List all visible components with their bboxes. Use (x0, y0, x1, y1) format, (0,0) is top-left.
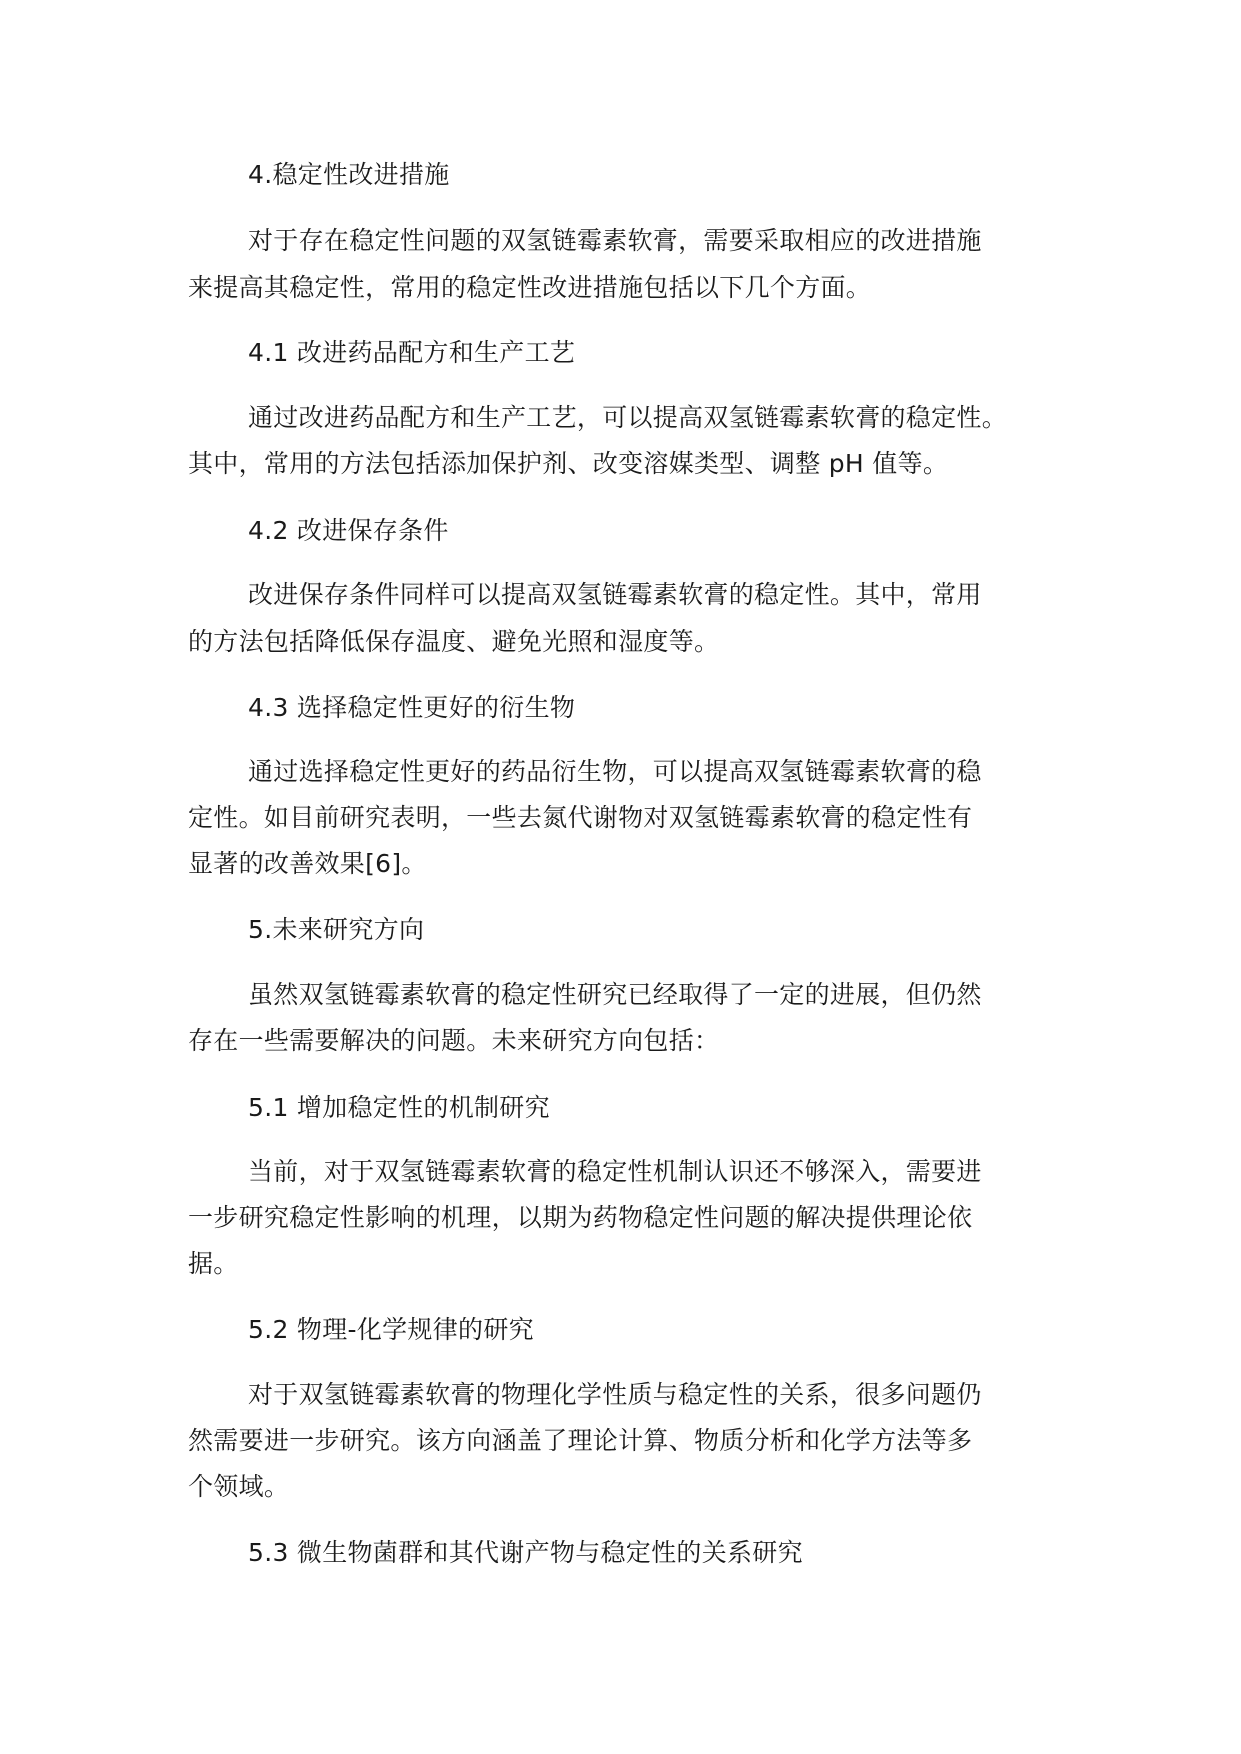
paragraph-line: 改进保存条件同样可以提高双氢链霉素软膏的稳定性。其中，常用 (248, 580, 982, 609)
section-heading-4-2: 4.2 改进保存条件 (248, 516, 449, 545)
paragraph-line: 当前，对于双氢链霉素软膏的稳定性机制认识还不够深入，需要进 (248, 1157, 982, 1186)
paragraph-line: 定性。如目前研究表明，一些去氮代谢物对双氢链霉素软膏的稳定性有 (188, 803, 973, 832)
paragraph-line: 来提高其稳定性，常用的稳定性改进措施包括以下几个方面。 (188, 273, 872, 302)
paragraph-line: 据。 (188, 1249, 239, 1278)
paragraph-line: 通过选择稳定性更好的药品衍生物，可以提高双氢链霉素软膏的稳 (248, 757, 982, 786)
section-heading-5-2: 5.2 物理-化学规律的研究 (248, 1315, 534, 1344)
section-heading-5-1: 5.1 增加稳定性的机制研究 (248, 1093, 550, 1122)
section-heading-5: 5.未来研究方向 (248, 915, 425, 944)
paragraph-line: 其中，常用的方法包括添加保护剂、改变溶媒类型、调整 pH 值等。 (188, 449, 949, 478)
paragraph-line: 通过改进药品配方和生产工艺，可以提高双氢链霉素软膏的稳定性。 (248, 403, 1008, 432)
paragraph-line: 对于双氢链霉素软膏的物理化学性质与稳定性的关系，很多问题仍 (248, 1380, 982, 1409)
paragraph-line: 一步研究稳定性影响的机理，以期为药物稳定性问题的解决提供理论依 (188, 1203, 973, 1232)
paragraph-line: 个领域。 (188, 1472, 290, 1501)
paragraph-line: 对于存在稳定性问题的双氢链霉素软膏，需要采取相应的改进措施 (248, 226, 982, 255)
paragraph-line: 的方法包括降低保存温度、避免光照和湿度等。 (188, 627, 720, 656)
section-heading-4: 4.稳定性改进措施 (248, 160, 450, 189)
section-heading-4-3: 4.3 选择稳定性更好的衍生物 (248, 693, 576, 722)
paragraph-line: 然需要进一步研究。该方向涵盖了理论计算、物质分析和化学方法等多 (188, 1426, 973, 1455)
section-heading-5-3: 5.3 微生物菌群和其代谢产物与稳定性的关系研究 (248, 1538, 803, 1567)
paragraph-line: 存在一些需要解决的问题。未来研究方向包括： (188, 1026, 720, 1055)
paragraph-line: 显著的改善效果[6]。 (188, 849, 427, 878)
paragraph-line: 虽然双氢链霉素软膏的稳定性研究已经取得了一定的进展，但仍然 (248, 980, 982, 1009)
section-heading-4-1: 4.1 改进药品配方和生产工艺 (248, 338, 576, 367)
